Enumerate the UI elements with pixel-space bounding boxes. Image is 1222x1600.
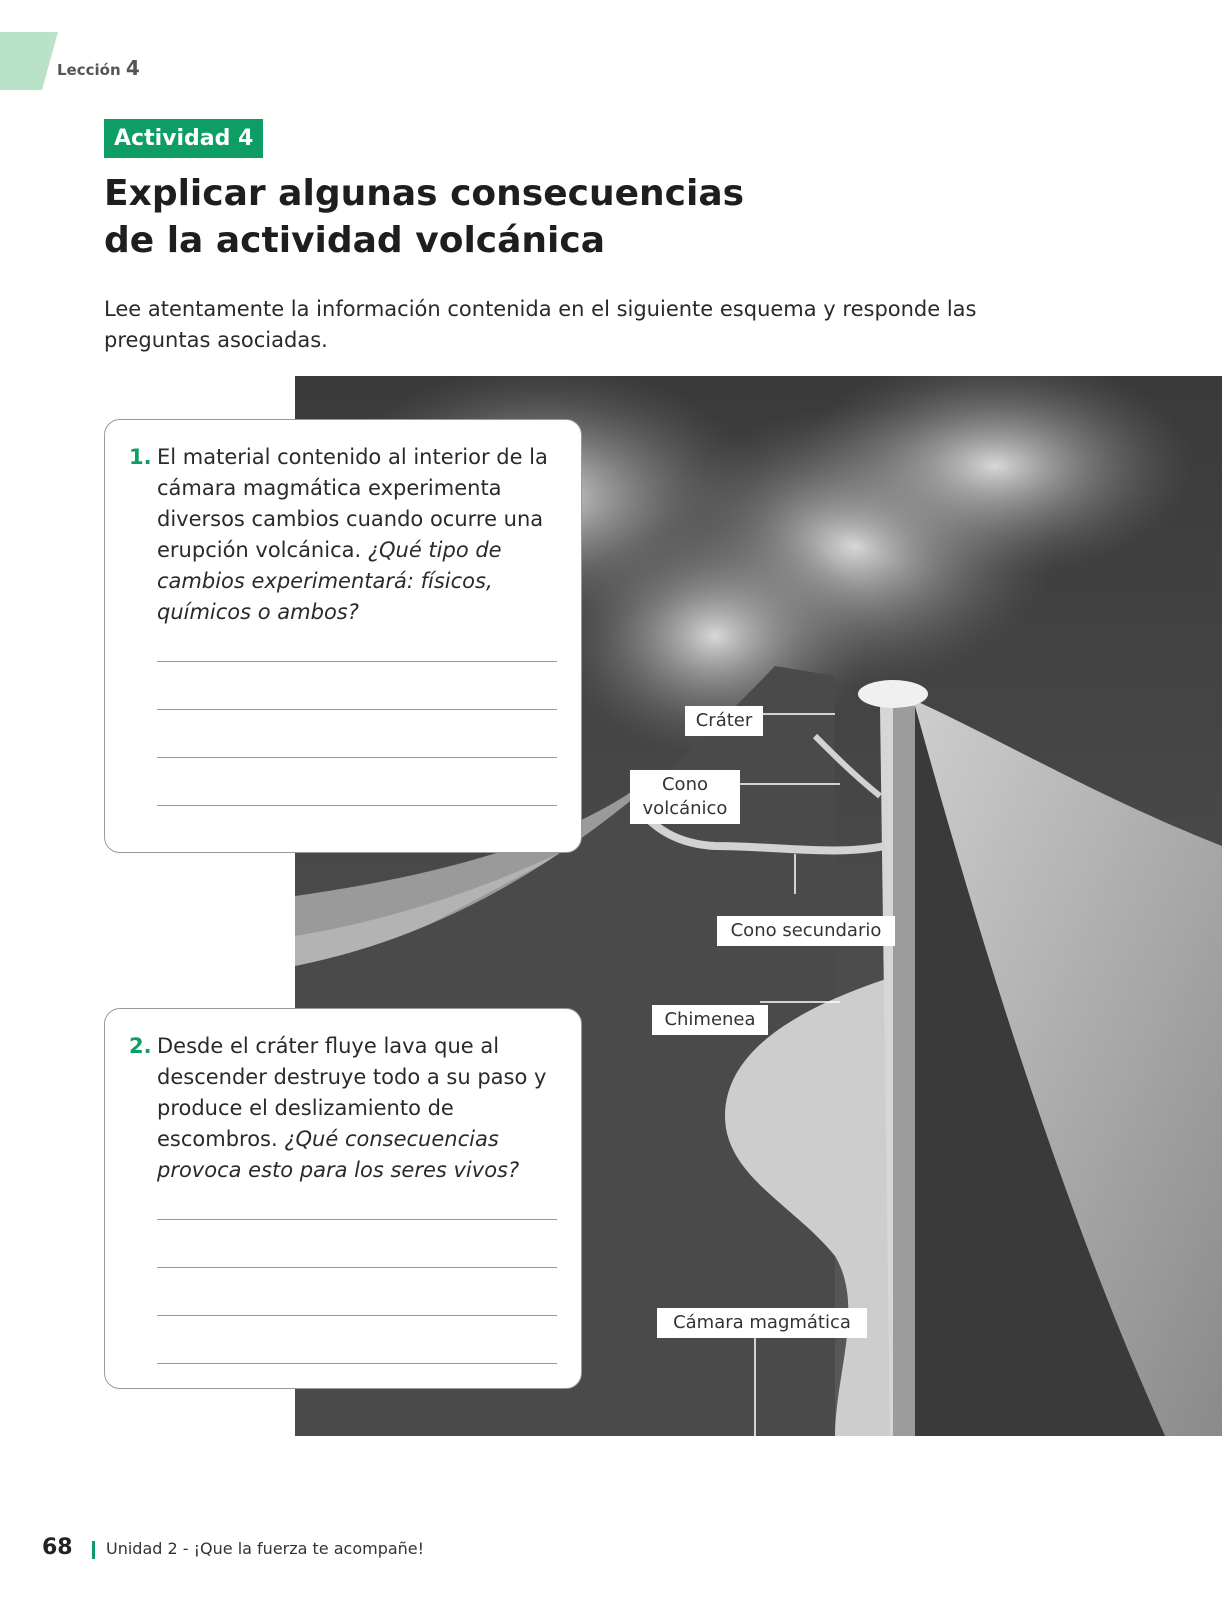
question-1-text (129, 442, 577, 628)
label-camara-magmatica: Cámara magmática (657, 1308, 867, 1338)
lesson-word: Lección (57, 61, 121, 79)
label-cono-secundario: Cono secundario (717, 916, 895, 946)
question-1-prompt: ¿Qué tipo de cambios experimentará: físicos, químicos o ambos? (157, 538, 502, 624)
question-2-number: 2. (129, 1034, 152, 1058)
label-cono-volcanico: Cono volcánico (630, 770, 740, 824)
label-crater: Cráter (685, 706, 763, 736)
unit-title: Unidad 2 - ¡Que la fuerza te acompañe! (106, 1539, 425, 1558)
question-1-number: 1. (129, 445, 152, 469)
question-1-box (104, 419, 582, 853)
answer-line[interactable] (157, 1219, 557, 1220)
question-2-box (104, 1008, 582, 1389)
answer-line[interactable] (157, 805, 557, 806)
lesson-number: 4 (125, 56, 140, 80)
lesson-tab-shape (0, 32, 58, 90)
question-1-statement: El material contenido al interior de la cámara magmática experimenta diversos cambios cuando ocurre una erupción volcánica. (157, 445, 548, 562)
question-2-prompt: ¿Qué consecuencias provoca esto para los seres vivos? (157, 1127, 520, 1182)
title-line-1: Explicar algunas consecuencias (104, 173, 745, 214)
question-2-statement: Desde el cráter fluye lava que al descender destruye todo a su paso y produce el deslizamiento de escombros. (157, 1034, 547, 1151)
footer-divider (92, 1541, 95, 1559)
title-line-2: de la actividad volcánica (104, 220, 606, 261)
answer-line[interactable] (157, 757, 557, 758)
activity-title (104, 170, 804, 264)
activity-badge: Actividad 4 (104, 119, 263, 158)
answer-line[interactable] (157, 1267, 557, 1268)
page-number: 68 (42, 1535, 73, 1560)
intro-text: Lee atentamente la información contenida en el siguiente esquema y responde las preguntas asociadas. (104, 297, 977, 352)
question-2-text (129, 1031, 577, 1186)
answer-line[interactable] (157, 661, 557, 662)
lesson-label (57, 56, 140, 80)
answer-line[interactable] (157, 709, 557, 710)
answer-line[interactable] (157, 1363, 557, 1364)
answer-line[interactable] (157, 1315, 557, 1316)
label-chimenea: Chimenea (652, 1005, 768, 1035)
